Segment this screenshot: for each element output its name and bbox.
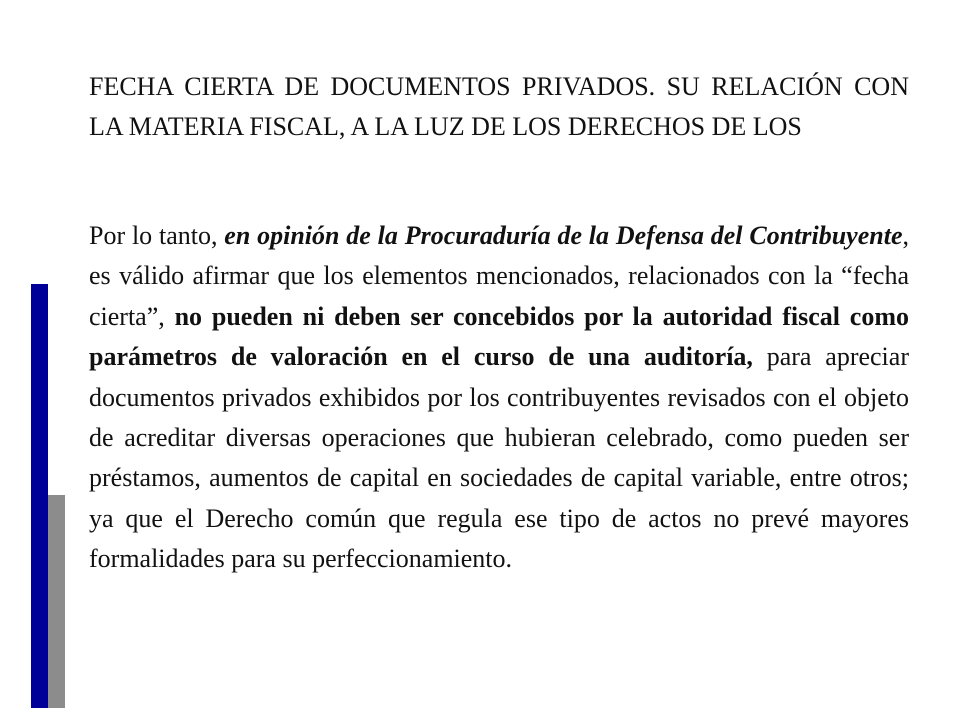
body-paragraph [89, 216, 909, 580]
paragraph-emphasis-italic: en opinión de la Procuraduría de la Defensa del Contribuyente [224, 221, 903, 250]
accent-bar-blue [31, 284, 48, 708]
paragraph-intro: Por lo tanto, [89, 221, 225, 250]
paragraph-emphasis-bold: no pueden ni deben ser concebidos por la autoridad fiscal como parámetros de valoración en el curso de una auditoría, [89, 301, 909, 372]
slide-title: FECHA CIERTA DE DOCUMENTOS PRIVADOS. SU RELACIÓN CON LA MATERIA FISCAL, A LA LUZ DE LOS DERECHOS DE LOS [89, 72, 909, 141]
paragraph-middle: , es válido afirmar que los elementos mencionados, relacionados con la “fecha cierta”, [89, 221, 909, 331]
accent-bar-gray [48, 495, 65, 708]
paragraph-ending: para apreciar documentos privados exhibidos por los contribuyentes revisados con el objeto de acreditar diversas operaciones que hubieran celebrado, como pueden ser préstamos, aumentos de capital en sociedades de capital variable, entre otros; ya que el Derecho común que regula ese tipo de actos no prevé mayores formalidades para su perfeccionamiento. [89, 342, 909, 574]
